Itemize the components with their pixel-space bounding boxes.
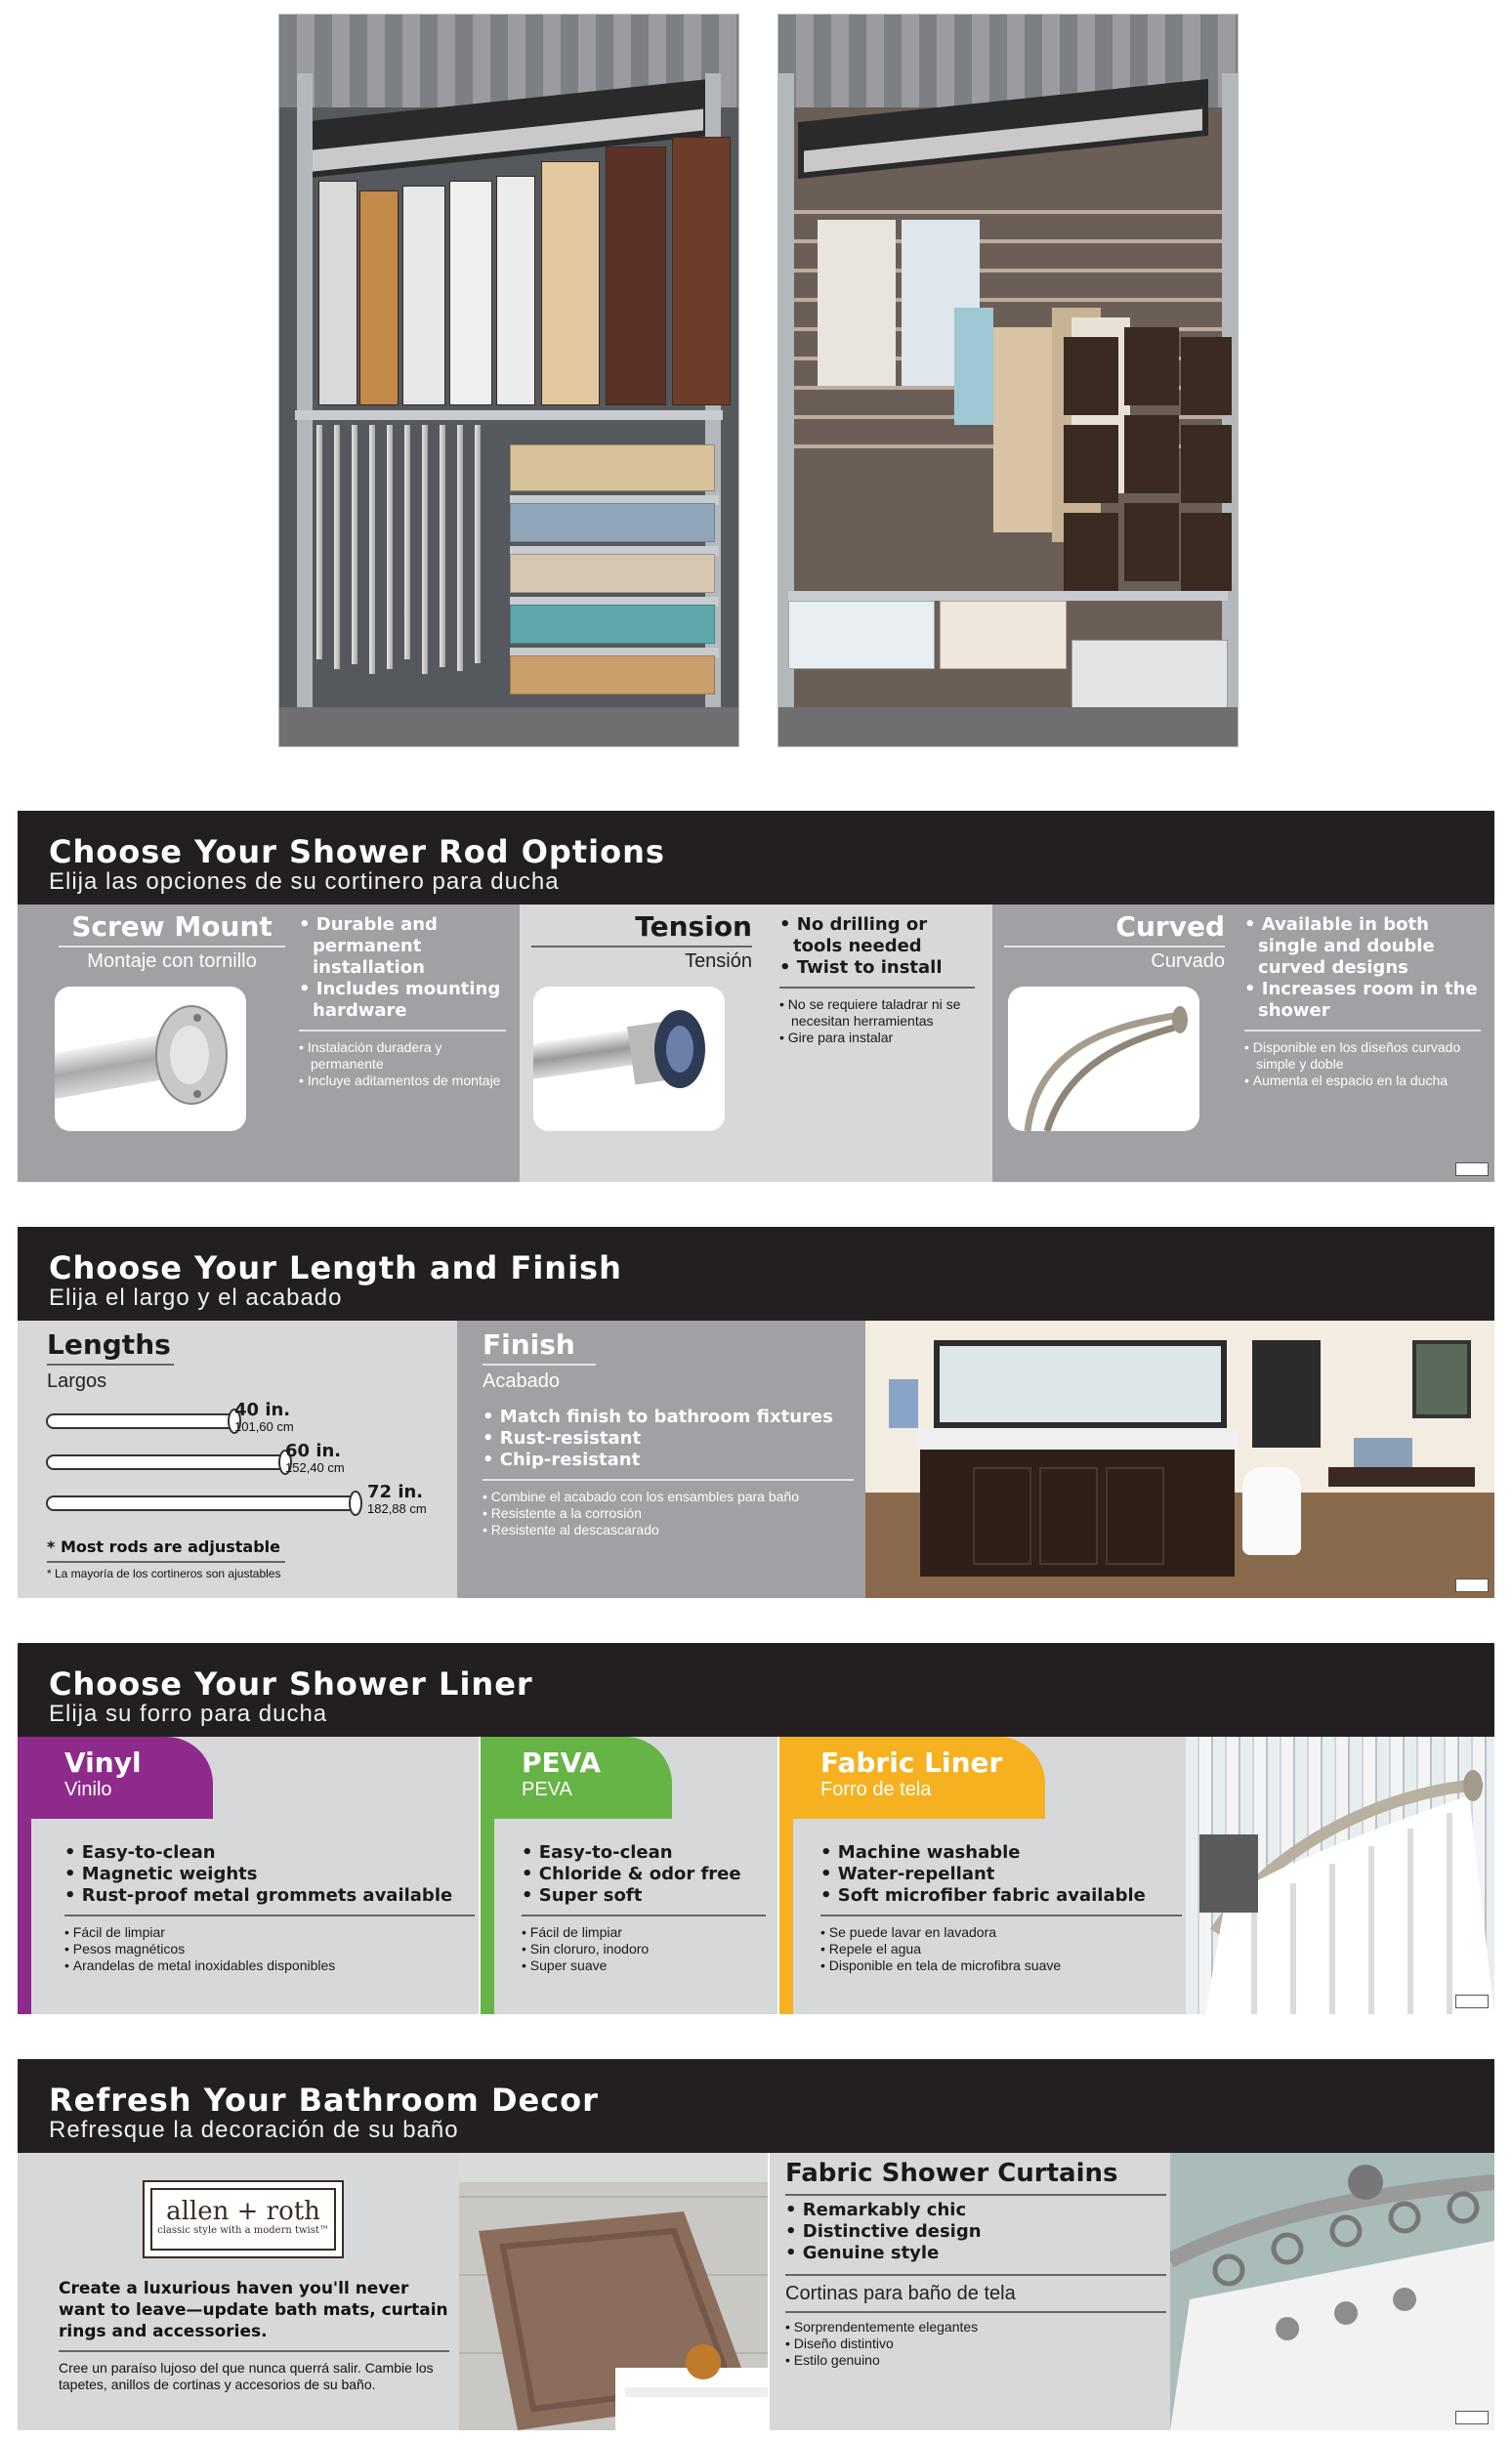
- feature-es: • Incluye aditamentos de montaje: [299, 1073, 506, 1089]
- curtain-rings-photo: [1170, 2153, 1494, 2430]
- feature: • Chip-resistant: [483, 1450, 854, 1471]
- liner-name: Fabric Liner: [820, 1747, 1003, 1779]
- feature-es: • Estilo genuino: [785, 2352, 1166, 2369]
- product-package: [496, 176, 535, 405]
- rod: [387, 425, 393, 669]
- feature-list-es: [820, 1924, 1182, 1974]
- feature: • Water-repellant: [820, 1864, 1182, 1885]
- option-name: Curved: [1115, 910, 1225, 943]
- product-package: [1181, 425, 1232, 503]
- store-photo-rod-display: [278, 14, 739, 747]
- length-inches: 40 in.: [234, 1400, 291, 1420]
- feature-es: • Sorprendentemente elegantes: [785, 2319, 1166, 2336]
- curtains-heading-es: Cortinas para baño de tela: [785, 2283, 1016, 2304]
- sign-title: Choose Your Shower Liner: [49, 1665, 533, 1703]
- product-package: [1124, 503, 1179, 581]
- feature-list: [483, 1407, 854, 1471]
- bath-mat: [510, 444, 715, 491]
- toilet: [1242, 1467, 1301, 1555]
- sign-subtitle: Refresque la decoración de su baño: [49, 2117, 459, 2143]
- feature-es: • No se requiere taladrar ni se necesitan herramientas: [779, 996, 975, 1030]
- panel-brand: [18, 2153, 459, 2430]
- product-bin: [788, 601, 935, 669]
- feature-es: • Diseño distintivo: [785, 2336, 1166, 2352]
- feature: • Rust-proof metal grommets available: [64, 1885, 475, 1907]
- floor: [778, 707, 1238, 746]
- sign-subtitle: Elija las opciones de su cortinero para ducha: [49, 868, 560, 895]
- brand-tagline: classic style with a modern twist™: [157, 2225, 329, 2236]
- feature-list-es: [779, 996, 975, 1046]
- feature-es: • Arandelas de metal inoxidables disponibles: [64, 1958, 475, 1974]
- feature-es: • Gire para instalar: [779, 1030, 975, 1046]
- option-name-es: Tensión: [685, 950, 752, 972]
- option-name: Screw Mount: [71, 910, 273, 943]
- feature-es: • Disponible en los diseños curvado simple y doble: [1244, 1039, 1481, 1073]
- lengths-heading-es: Largos: [47, 1370, 107, 1392]
- feature: • Chloride & odor free: [522, 1864, 766, 1885]
- feature: • Super soft: [522, 1885, 766, 1907]
- hanging-package: [818, 220, 896, 386]
- store-photo-curtain-display: [777, 14, 1239, 747]
- length-cm: 101,60 cm: [234, 1419, 294, 1434]
- product-package: [1181, 513, 1232, 591]
- feature: • Available in both single and double curved designs: [1244, 914, 1481, 979]
- panel-screw-mount: [18, 905, 520, 1182]
- feature-es: • Aumenta el espacio en la ducha: [1244, 1073, 1481, 1089]
- length-cm: 152,40 cm: [285, 1460, 345, 1475]
- feature: • Machine washable: [820, 1842, 1182, 1864]
- bathroom-vanity-photo: [865, 1321, 1494, 1598]
- panel-curved: [992, 905, 1494, 1182]
- length-inches: 60 in.: [285, 1441, 342, 1461]
- shower-liner-photo: [1186, 1737, 1494, 2014]
- sign-title: Choose Your Length and Finish: [49, 1249, 622, 1286]
- feature-list-es: [1244, 1039, 1481, 1089]
- feature: • Easy-to-clean: [64, 1842, 475, 1864]
- rod: [316, 425, 322, 659]
- feature: • Easy-to-clean: [522, 1842, 766, 1864]
- feature-list-es: [483, 1489, 854, 1538]
- liner-header: [779, 1737, 1045, 1819]
- price-tag: [1455, 1579, 1489, 1592]
- hanging-package: [954, 308, 993, 425]
- rod: [404, 425, 410, 659]
- liner-name-es: Vinilo: [64, 1779, 112, 1800]
- option-name-es: Curvado: [1151, 950, 1225, 972]
- feature: • Includes mounting hardware: [299, 979, 506, 1022]
- length-inches: 72 in.: [367, 1482, 424, 1502]
- feature-list: [64, 1842, 475, 1907]
- sign-header: [18, 811, 1494, 905]
- feature: • Twist to install: [779, 957, 975, 979]
- option-name: Tension: [635, 910, 752, 943]
- feature-es: • Fácil de limpiar: [64, 1924, 475, 1941]
- feature-es: • Resistente a la corrosión: [483, 1505, 854, 1522]
- sign-header: [18, 1227, 1494, 1321]
- bath-mat: [510, 605, 715, 644]
- allen-roth-logo: [150, 2188, 336, 2251]
- price-tag: [1455, 1995, 1489, 2008]
- finish-heading: Finish: [483, 1328, 575, 1361]
- product-package: [318, 181, 357, 405]
- rod: [457, 425, 463, 671]
- sign-header: [18, 2059, 1494, 2153]
- finish-heading-es: Acabado: [483, 1370, 560, 1392]
- mirror: [934, 1340, 1227, 1428]
- sign-subtitle: Elija su forro para ducha: [49, 1701, 328, 1727]
- product-package: [1181, 337, 1232, 415]
- feature: • Remarkably chic: [785, 2200, 1166, 2221]
- rod: [334, 425, 340, 669]
- feature-list: [522, 1842, 766, 1907]
- panel-fabric-curtains: [768, 2153, 1170, 2430]
- rod: [475, 425, 481, 663]
- shelf: [788, 591, 1228, 601]
- feature-es: • Resistente al descascarado: [483, 1522, 854, 1538]
- feature-es: • Fácil de limpiar: [522, 1924, 766, 1941]
- brand-name: allen + roth: [166, 2197, 320, 2226]
- shelf: [295, 410, 723, 420]
- tension-rod-image: [533, 987, 725, 1131]
- feature: • Increases room in the shower: [1244, 979, 1481, 1022]
- feature: • Genuine style: [785, 2243, 1166, 2264]
- feature: • No drilling or tools needed: [779, 914, 975, 957]
- adjustable-note: * Most rods are adjustable: [47, 1537, 281, 1556]
- window: [1412, 1340, 1471, 1418]
- sign-shower-liner: [18, 1643, 1494, 2014]
- product-package: [1064, 337, 1118, 415]
- feature-list: [785, 2200, 1166, 2264]
- feature: • Soft microfiber fabric available: [820, 1885, 1182, 1907]
- feature-es: • Disponible en tela de microfibra suave: [820, 1958, 1182, 1974]
- feature: • Durable and permanent installation: [299, 914, 506, 979]
- countertop: [916, 1428, 1239, 1450]
- feature-list: [820, 1842, 1182, 1907]
- price-tag: [1455, 2411, 1489, 2424]
- length-cm: 182,88 cm: [367, 1501, 427, 1516]
- rod: [422, 425, 428, 674]
- feature-list: [1244, 914, 1481, 1022]
- bath-mat: [510, 503, 715, 542]
- curved-rod-image: [1008, 987, 1199, 1131]
- feature-list: [299, 914, 506, 1022]
- bath-mat-photo: [459, 2153, 768, 2430]
- sign-header: [18, 1643, 1494, 1737]
- feature-es: • Sin cloruro, inodoro: [522, 1941, 766, 1958]
- panel-fabric-liner: [777, 1737, 1186, 2014]
- cabinet-door: [1039, 1467, 1098, 1565]
- panel-peva: [479, 1737, 777, 2014]
- curtains-heading: Fabric Shower Curtains: [785, 2159, 1118, 2188]
- feature-list-es: [299, 1039, 506, 1089]
- lengths-heading: Lengths: [47, 1328, 171, 1361]
- rod: [440, 425, 445, 667]
- feature-list-es: [64, 1924, 475, 1974]
- feature-es: • Instalación duradera y permanente: [299, 1039, 506, 1073]
- sign-length-finish: [18, 1227, 1494, 1598]
- liner-header: [18, 1737, 213, 1819]
- liner-rolls: [1071, 640, 1228, 708]
- liner-name-es: PEVA: [522, 1779, 572, 1800]
- hand-towel: [889, 1379, 918, 1428]
- product-package: [449, 181, 492, 405]
- feature-es: • Combine el acabado con los ensambles para baño: [483, 1489, 854, 1505]
- sign-rod-options: [18, 811, 1494, 1182]
- cabinet-door: [1106, 1467, 1164, 1565]
- panel-vinyl: [18, 1737, 479, 2014]
- brand-blurb-es: Cree un paraíso lujoso del que nunca querrá salir. Cambie los tapetes, anillos de cortinas y accesorios de su baño.: [59, 2360, 434, 2392]
- wall-cabinet: [1252, 1340, 1321, 1448]
- bath-mat: [510, 554, 715, 593]
- product-package: [359, 190, 399, 405]
- panel-tension: [520, 905, 992, 1182]
- price-tag: [1455, 1162, 1489, 1176]
- feature-list-es: [785, 2319, 1166, 2369]
- product-package: [1064, 513, 1118, 591]
- cabinet-door: [973, 1467, 1031, 1565]
- feature: • Match finish to bathroom fixtures: [483, 1407, 854, 1428]
- liner-name-es: Forro de tela: [820, 1779, 932, 1800]
- product-package: [541, 161, 600, 405]
- product-package: [606, 147, 666, 405]
- feature: • Distinctive design: [785, 2221, 1166, 2243]
- liner-name: Vinyl: [64, 1747, 142, 1779]
- liner-name: PEVA: [522, 1747, 602, 1779]
- sign-bathroom-decor: [18, 2059, 1494, 2430]
- product-package: [1124, 327, 1179, 405]
- feature-list: [779, 914, 975, 979]
- liner-header: [481, 1737, 672, 1819]
- slatwall: [778, 210, 1238, 214]
- feature-list-es: [522, 1924, 766, 1974]
- feature-es: • Pesos magnéticos: [64, 1941, 475, 1958]
- feature: • Magnetic weights: [64, 1864, 475, 1885]
- screw-mount-image: [55, 987, 246, 1131]
- sign-title: Refresh Your Bathroom Decor: [49, 2082, 599, 2119]
- sign-subtitle: Elija el largo y el acabado: [49, 1284, 343, 1311]
- product-package: [402, 186, 445, 405]
- bench: [1328, 1467, 1475, 1487]
- rod: [352, 425, 357, 664]
- product-package: [1064, 425, 1118, 503]
- panel-finish: [457, 1321, 865, 1598]
- feature-es: • Se puede lavar en lavadora: [820, 1924, 1182, 1941]
- option-name-es: Montaje con tornillo: [87, 950, 257, 972]
- floor: [279, 707, 738, 746]
- panel-lengths: [18, 1321, 457, 1598]
- brand-blurb: Create a luxurious haven you'll never want to leave—update bath mats, curtain rings and accessories.: [59, 2279, 448, 2341]
- feature-es: • Repele el agua: [820, 1941, 1182, 1958]
- towels: [1354, 1438, 1412, 1467]
- product-bin: [940, 601, 1067, 669]
- product-package: [1124, 415, 1179, 493]
- product-package: [672, 137, 731, 405]
- adjustable-note-es: * La mayoría de los cortineros son ajustables: [47, 1567, 281, 1580]
- feature: • Rust-resistant: [483, 1428, 854, 1450]
- feature-es: • Super suave: [522, 1958, 766, 1974]
- sign-title: Choose Your Shower Rod Options: [49, 833, 665, 870]
- rod: [369, 425, 375, 674]
- bath-mat: [510, 655, 715, 695]
